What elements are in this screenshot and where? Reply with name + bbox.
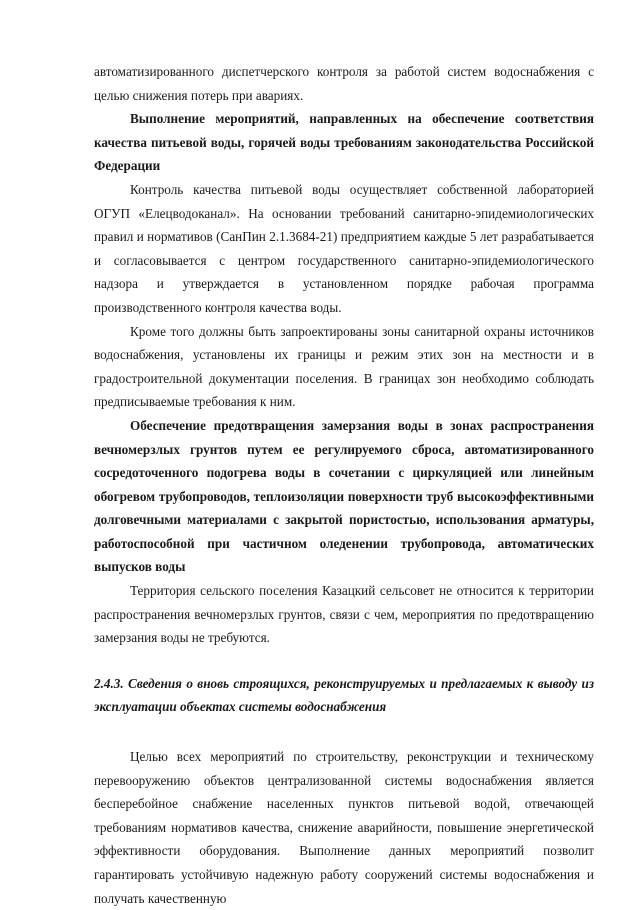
bold-heading-freezing-prevention: Обеспечение предотвращения замерзания воды в зонах распространения вечномерзлых грунтов путем ее регулируемого сброса, автоматизированного сосредоточенного подогрева воды в сочетании с циркуляцией или линейным обогревом трубопроводов, теплоизоляции поверхности труб высокоэффективными долговечными материалами с закрытой пористостью, использования арматуры, работоспособной при частичном оледенении трубопровода, автоматических выпусков воды <box>94 417 594 575</box>
document-page <box>94 60 594 910</box>
paragraph-sanitary-zones: Кроме того должны быть запроектированы зоны санитарной охраны источников водоснабжения, установлены их границы и режим этих зон на местности и в градостроительной документации поселения. В границах зон необходимо соблюдать предписываемые требования к ним. <box>94 323 594 410</box>
section-heading-2-4-3: 2.4.3. Сведения о вновь строящихся, реконструируемых и предлагаемых к выводу из эксплуатации объектах системы водоснабжения <box>94 675 594 715</box>
paragraph-quality-control: Контроль качества питьевой воды осуществляет собственной лабораторией ОГУП «Елецводоканал». На основании требований санитарно-эпидемиологических правил и нормативов (СанПин 2.1.3684-21) предприятием каждые 5 лет разрабатывается и согласовывается с центром государственного санитарно-эпидемиологического надзора и утверждается в установленном порядке рабочая программа производственного контроля качества воды. <box>94 181 594 315</box>
paragraph-permafrost: Территория сельского поселения Казацкий сельсовет не относится к территории распространения вечномерзлых грунтов, связи с чем, мероприятия по предотвращению замерзания воды не требуются. <box>94 583 594 646</box>
bold-heading-water-quality: Выполнение мероприятий, направленных на обеспечение соответствия качества питьевой воды, горячей воды требованиям законодательства Российской Федерации <box>94 111 594 174</box>
spacer <box>94 719 594 745</box>
paragraph-continuation: автоматизированного диспетчерского контроля за работой систем водоснабжения с целью снижения потерь при авариях. <box>94 64 594 103</box>
paragraph-objectives: Целью всех мероприятий по строительству, реконструкции и техническому перевооружению объектов централизованной системы водоснабжения является бесперебойное снабжение населенных пунктов питьевой водой, отвечающей требованиям нормативов качества, снижение аварийности, повышение энергетической эффективности оборудования. Выполнение данных мероприятий позволит гарантировать устойчивую надежную работу сооружений системы водоснабжения и получать качественную <box>94 749 594 906</box>
